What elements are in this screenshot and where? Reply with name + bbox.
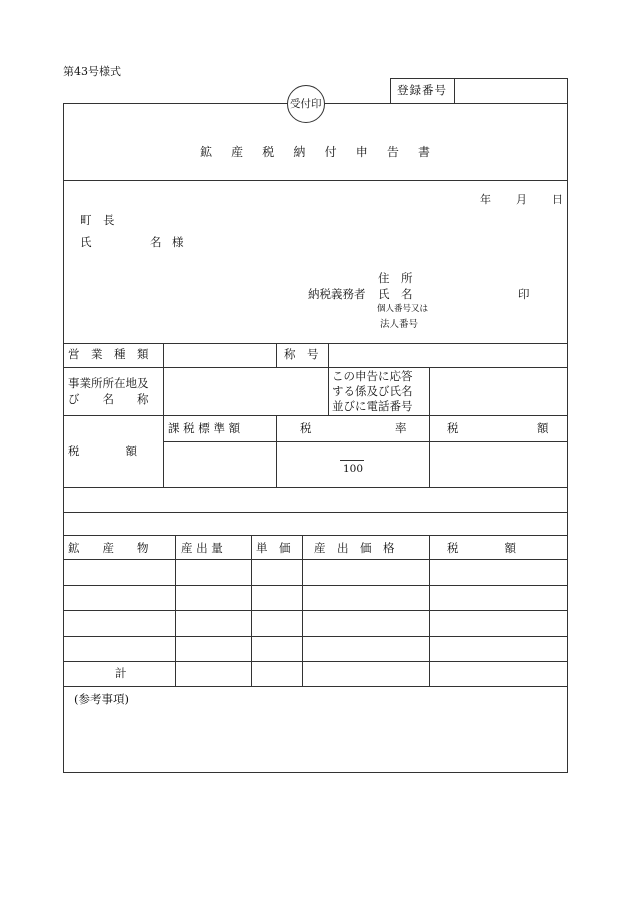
receipt-stamp-label: 受付印 (290, 98, 322, 110)
title-char: 鉱 (200, 145, 213, 159)
seal-mark: 印 (518, 287, 530, 301)
date-month-label: 月 (516, 193, 527, 206)
notes-label: (参考事項) (74, 692, 129, 706)
form-title (200, 143, 430, 160)
tax-rate-header-b: 率 (395, 421, 407, 435)
taxpayer-id-label-1: 個人番号又は (377, 304, 429, 314)
business-type-label: 営 業 種 類 (68, 347, 149, 361)
tax-amount-field[interactable] (433, 445, 564, 483)
table-row[interactable] (64, 611, 567, 635)
rate-fraction-bar (340, 460, 364, 461)
title-char: 申 (355, 145, 368, 159)
notes-field[interactable] (70, 712, 560, 768)
date-day-label: 日 (552, 193, 563, 206)
header-tax-amount: 税 額 (447, 541, 516, 555)
title-char: 書 (417, 145, 430, 159)
date-year-label: 年 (480, 193, 491, 206)
tax-amount-header-a: 税 (447, 421, 459, 435)
contact-person-field[interactable] (433, 372, 564, 410)
title-char: 税 (262, 145, 275, 159)
taxable-standard-header: 課 税 標 準 額 (168, 421, 241, 435)
contact-label-2: する係及び氏名 (332, 384, 413, 398)
title-char: 産 (231, 145, 244, 159)
title-char: 付 (324, 145, 337, 159)
addressee-name-label-2: 名 (150, 235, 162, 249)
addressee-name-label: 氏 (80, 235, 92, 249)
header-output-value: 産 出 価 格 (314, 541, 395, 555)
registration-number-field[interactable] (458, 81, 564, 101)
tax-rate-header-a: 税 (300, 421, 312, 435)
office-address-field[interactable] (166, 372, 324, 410)
addressee-town-head: 町 長 (80, 213, 115, 227)
contact-label-3: 並びに電話番号 (332, 399, 413, 413)
rate-denominator: 100 (343, 463, 364, 475)
total-label: 計 (115, 666, 127, 680)
trade-name-field[interactable] (332, 346, 564, 364)
header-unit-price: 単 価 (256, 541, 291, 555)
business-type-field[interactable] (166, 346, 272, 364)
tax-amount-header-b: 額 (537, 421, 549, 435)
addressee-honorific: 様 (172, 235, 184, 249)
table-row[interactable] (64, 637, 567, 660)
taxpayer-label: 納税義務者 (308, 287, 366, 301)
header-output-quantity: 産 出 量 (181, 541, 223, 555)
header-mineral: 鉱 産 物 (68, 541, 149, 555)
taxable-standard-field[interactable] (166, 445, 272, 483)
tax-amount-section-label: 税 額 (68, 444, 137, 458)
taxpayer-name-label: 氏 名 (378, 287, 413, 301)
office-label-2: び 名 称 (68, 392, 149, 406)
office-label-1: 事業所所在地及 (68, 376, 149, 390)
title-char: 納 (293, 145, 306, 159)
taxpayer-address-label: 住 所 (378, 271, 413, 285)
trade-name-label: 称 号 (284, 347, 319, 361)
table-row[interactable] (64, 560, 567, 584)
registration-label: 登録番号 (397, 83, 447, 97)
contact-label-1: この申告に応答 (332, 369, 413, 383)
form-number: 第43号様式 (63, 65, 121, 78)
taxpayer-id-label-2: 法人番号 (380, 319, 419, 330)
form-frame (63, 103, 568, 773)
title-char: 告 (386, 145, 399, 159)
table-row[interactable] (64, 586, 567, 609)
